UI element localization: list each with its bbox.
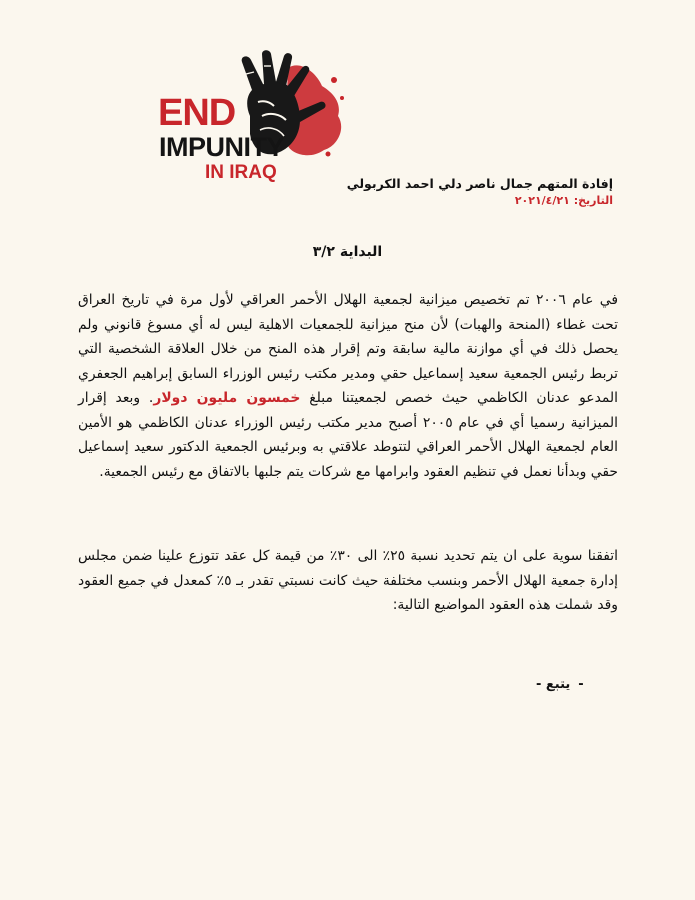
section-title: البداية ٣/٢: [312, 244, 383, 260]
continued-marker: [536, 677, 584, 692]
paragraph-1: [78, 288, 618, 484]
paragraph-1-text-start: في عام ٢٠٠٦ تم تخصيص ميزانية لجمعية الهلال الأحمر العراقي لأول مرة في تاريخ العراق تحت غطاء (المنحة والهبات) لأن منح ميزانية للجمعيات الاهلية ليس له أي مسوغ قانوني ولم يحصل ذلك في أي موازنة مالية سابقة وتم إقرار هذه المنح من خلال العلاقة الشخصية التي تربط رئيس الجمعية سعيد إسماعيل حقي ومدير مكتب رئيس الوزراء السابق إبراهيم الجعفري المدعو عدنان الكاظمي حيث خصص لجمعيتنا مبلغ: [78, 292, 618, 406]
logo-text-end: END: [158, 92, 236, 134]
logo-text-impunity: IMPUNITY: [159, 132, 285, 162]
continued-dash-left: -: [536, 677, 546, 692]
document-date: التاريخ: ٢٠٢١/٤/٢١: [514, 194, 613, 207]
end-impunity-logo: [158, 50, 348, 190]
logo-text-in-iraq: IN IRAQ: [205, 162, 277, 183]
paragraph-2: اتفقنا سوية على ان يتم تحديد نسبة ٢٥٪ الى ٣٠٪ من قيمة كل عقد تتوزع علينا ضمن مجلس إدارة جمعية الهلال الأحمر وبنسب مختلفة حيث كانت نسبتي تقدر بـ ٥٪ كمعدل في جميع العقود وقد شملت هذه العقود المواضيع التالية:: [78, 548, 619, 613]
document-title: إفادة المتهم جمال ناصر دلي احمد الكربولي: [346, 176, 613, 191]
document-header: [347, 176, 613, 207]
continued-dash-right: -: [578, 677, 584, 692]
continued-label: يتبع: [545, 677, 571, 692]
paragraph-1-text-end: . وبعد إقرار الميزانية رسميا أي في عام ٢٠٠٥ أصبح مدير مكتب رئيس الوزراء عدنان الكاظمي هو الأمين العام لجمعية الهلال الأحمر العراقي لتتوطد علاقتي به وبرئيس الجمعية الدكتور سعيد إسماعيل حقي وبدأنا نعمل في تنظيم العقود وابرامها مع شركات يتم جلبها بالاتفاق مع رئيس الجمعية.: [78, 390, 618, 480]
highlighted-amount: خمسون مليون دولار: [153, 390, 301, 406]
